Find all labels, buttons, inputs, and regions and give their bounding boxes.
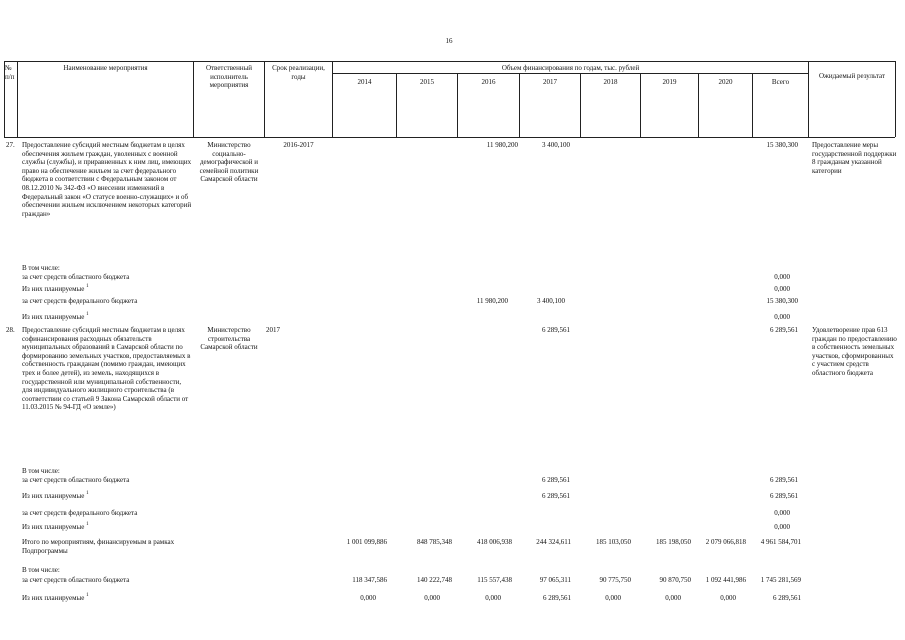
totals-value-total: 4 961 584,701 (760, 538, 801, 546)
item-27-regional-label: за счет средств областного бюджета (22, 273, 130, 281)
item-28-number: 28. (6, 326, 15, 334)
item-28-planned2-label: Из них планируемые $^1$ (22, 522, 89, 531)
totals-planned-value: 0,000 (720, 594, 736, 602)
totals-value: 2 079 066,818 (705, 538, 746, 546)
header-year: 2017 (543, 78, 557, 86)
item-28-planned-label: Из них планируемые $^1$ (22, 491, 89, 500)
header-term: Срок реализации, годы (272, 64, 325, 81)
totals-value: 418 006,938 (477, 538, 512, 546)
totals-planned-value: 0,000 (665, 594, 681, 602)
totals-value: 185 198,050 (656, 538, 691, 546)
totals-regional-value: 97 065,311 (539, 576, 571, 584)
col-border (895, 61, 896, 137)
item-28-incl: В том числе: (22, 467, 60, 475)
header-num: № п/п (5, 64, 15, 81)
totals-regional-value: 90 870,750 (659, 576, 691, 584)
item-28-federal-total: 0,000 (774, 509, 790, 517)
header-year: 2016 (481, 78, 496, 86)
totals-regional-value: 118 347,586 (352, 576, 387, 584)
item-27-2016: 11 980,200 (486, 141, 518, 149)
totals-regional-value: 140 222,748 (417, 576, 452, 584)
totals-value: 244 324,611 (536, 538, 571, 546)
header-name: Наименование мероприятия (63, 64, 148, 72)
col-border (808, 61, 809, 137)
totals-regional-total: 1 745 281,569 (760, 576, 801, 584)
header-year: 2019 (662, 78, 677, 86)
col-border (193, 61, 194, 137)
header-year-total: Всего (771, 78, 790, 86)
item-28-executor: Министерство строительства Самарской области (200, 326, 258, 352)
item-28-regional-label: за счет средств областного бюджета (22, 476, 130, 484)
item-27-federal-2017: 3 400,100 (537, 297, 565, 305)
header-year: 2014 (357, 78, 372, 86)
header-result: Ожидаемый результат (818, 72, 886, 80)
totals-regional-value: 1 092 441,986 (705, 576, 746, 584)
item-28-regional-2017: 6 289,561 (542, 476, 570, 484)
totals-planned-value: 0,000 (424, 594, 440, 602)
totals-regional-value: 115 557,438 (477, 576, 512, 584)
item-27-2017: 3 400,100 (542, 141, 570, 149)
totals-value: 185 103,050 (596, 538, 631, 546)
item-28-planned2-total: 0,000 (774, 523, 790, 531)
item-28-2017: 6 289,561 (542, 326, 570, 334)
item-28-planned-total: 6 289,561 (770, 492, 798, 500)
totals-planned-value: 0,000 (605, 594, 621, 602)
item-28-total: 6 289,561 (770, 326, 798, 334)
item-28-name: Предоставление субсидий местным бюджетам в целях софинансирования расходных обязательств муниципальных образований в Самарской области по формированию земельных участков, предоставляемых в собственность гражданам (помимо граждан, имеющих трех и более детей), из земель, находящихся в государственной или муниципальной собственности, для индивидуального жилищного строительства (в соответствии со статьей 9 Закона Самарской области от 11.03.2015 № 94-ГД «О земле») (22, 326, 191, 412)
item-27-result: Предоставление меры государственной поддержки 8 гражданам указанной категории (812, 141, 897, 175)
totals-label: Итого по мероприятиям, финансируемым в рамках Подпрограммы (22, 538, 175, 555)
totals-value: 1 001 099,886 (346, 538, 387, 546)
item-28-term: 2017 (266, 326, 280, 334)
totals-planned-total: 6 289,561 (773, 594, 801, 602)
item-27-planned-total: 0,000 (774, 285, 790, 293)
item-27-planned-label: Из них планируемые $^1$ (22, 284, 89, 293)
item-27-number: 27. (6, 141, 15, 149)
item-27-name: Предоставление субсидий местным бюджетам в целях обеспечения жильем граждан, уволенных с военной службы (службы), и приравненных к ним лиц, имеющих право на обеспечение жильем за счет федерального бюджета в соответствии с Федеральным законом от 08.12.2010 № 342-ФЗ «О внесении изменений в Федеральный закон «О статусе военно-служащих» и об обеспечении жильем исключением некоторых категорий граждан» (22, 141, 192, 218)
header-year: 2018 (603, 78, 618, 86)
item-28-planned-2017: 6 289,561 (542, 492, 570, 500)
item-27-planned2-total: 0,000 (774, 313, 790, 321)
header-year: 2020 (718, 78, 733, 86)
item-27-federal-2016: 11 980,200 (476, 297, 508, 305)
header-financing: Объем финансирования по годам, тыс. рублей (501, 64, 640, 72)
item-27-term: 2016-2017 (283, 141, 314, 149)
totals-regional-value: 90 775,750 (599, 576, 631, 584)
item-27-total: 15 380,300 (766, 141, 798, 149)
item-27-executor: Министерство социально-демографической и семейной политики Самарской области (199, 141, 259, 184)
totals-value: 848 785,348 (417, 538, 452, 546)
item-28-result: Удовлетворение прав 613 граждан по предоставлению в собственность земельных участков, сформированных с участием средств областного бюджета (812, 326, 897, 377)
col-border (264, 61, 265, 137)
header-bottom-border (4, 137, 895, 138)
totals-regional-label: за счет средств областного бюджета (22, 576, 130, 584)
item-27-incl: В том числе: (22, 264, 60, 272)
totals-planned-value: 0,000 (485, 594, 501, 602)
totals-planned-value: 6 289,561 (543, 594, 571, 602)
header-year: 2015 (420, 78, 434, 86)
table-top-border (4, 61, 895, 62)
item-28-federal-label: за счет средств федерального бюджета (22, 509, 138, 517)
item-27-planned2-label: Из них планируемые $^1$ (22, 312, 89, 321)
item-27-federal-label: за счет средств федерального бюджета (22, 297, 138, 305)
year-header-divider (332, 73, 808, 74)
totals-planned-value: 0,000 (360, 594, 376, 602)
page-number: 16 (445, 37, 453, 45)
totals-incl: В том числе: (22, 566, 60, 574)
totals-planned-label: Из них планируемые $^1$ (22, 593, 89, 602)
item-27-regional-total: 0,000 (774, 273, 790, 281)
item-27-federal-total: 15 380,300 (766, 297, 798, 305)
header-executor: Ответственный исполнитель мероприятия (205, 64, 253, 90)
item-28-regional-total: 6 289,561 (770, 476, 798, 484)
